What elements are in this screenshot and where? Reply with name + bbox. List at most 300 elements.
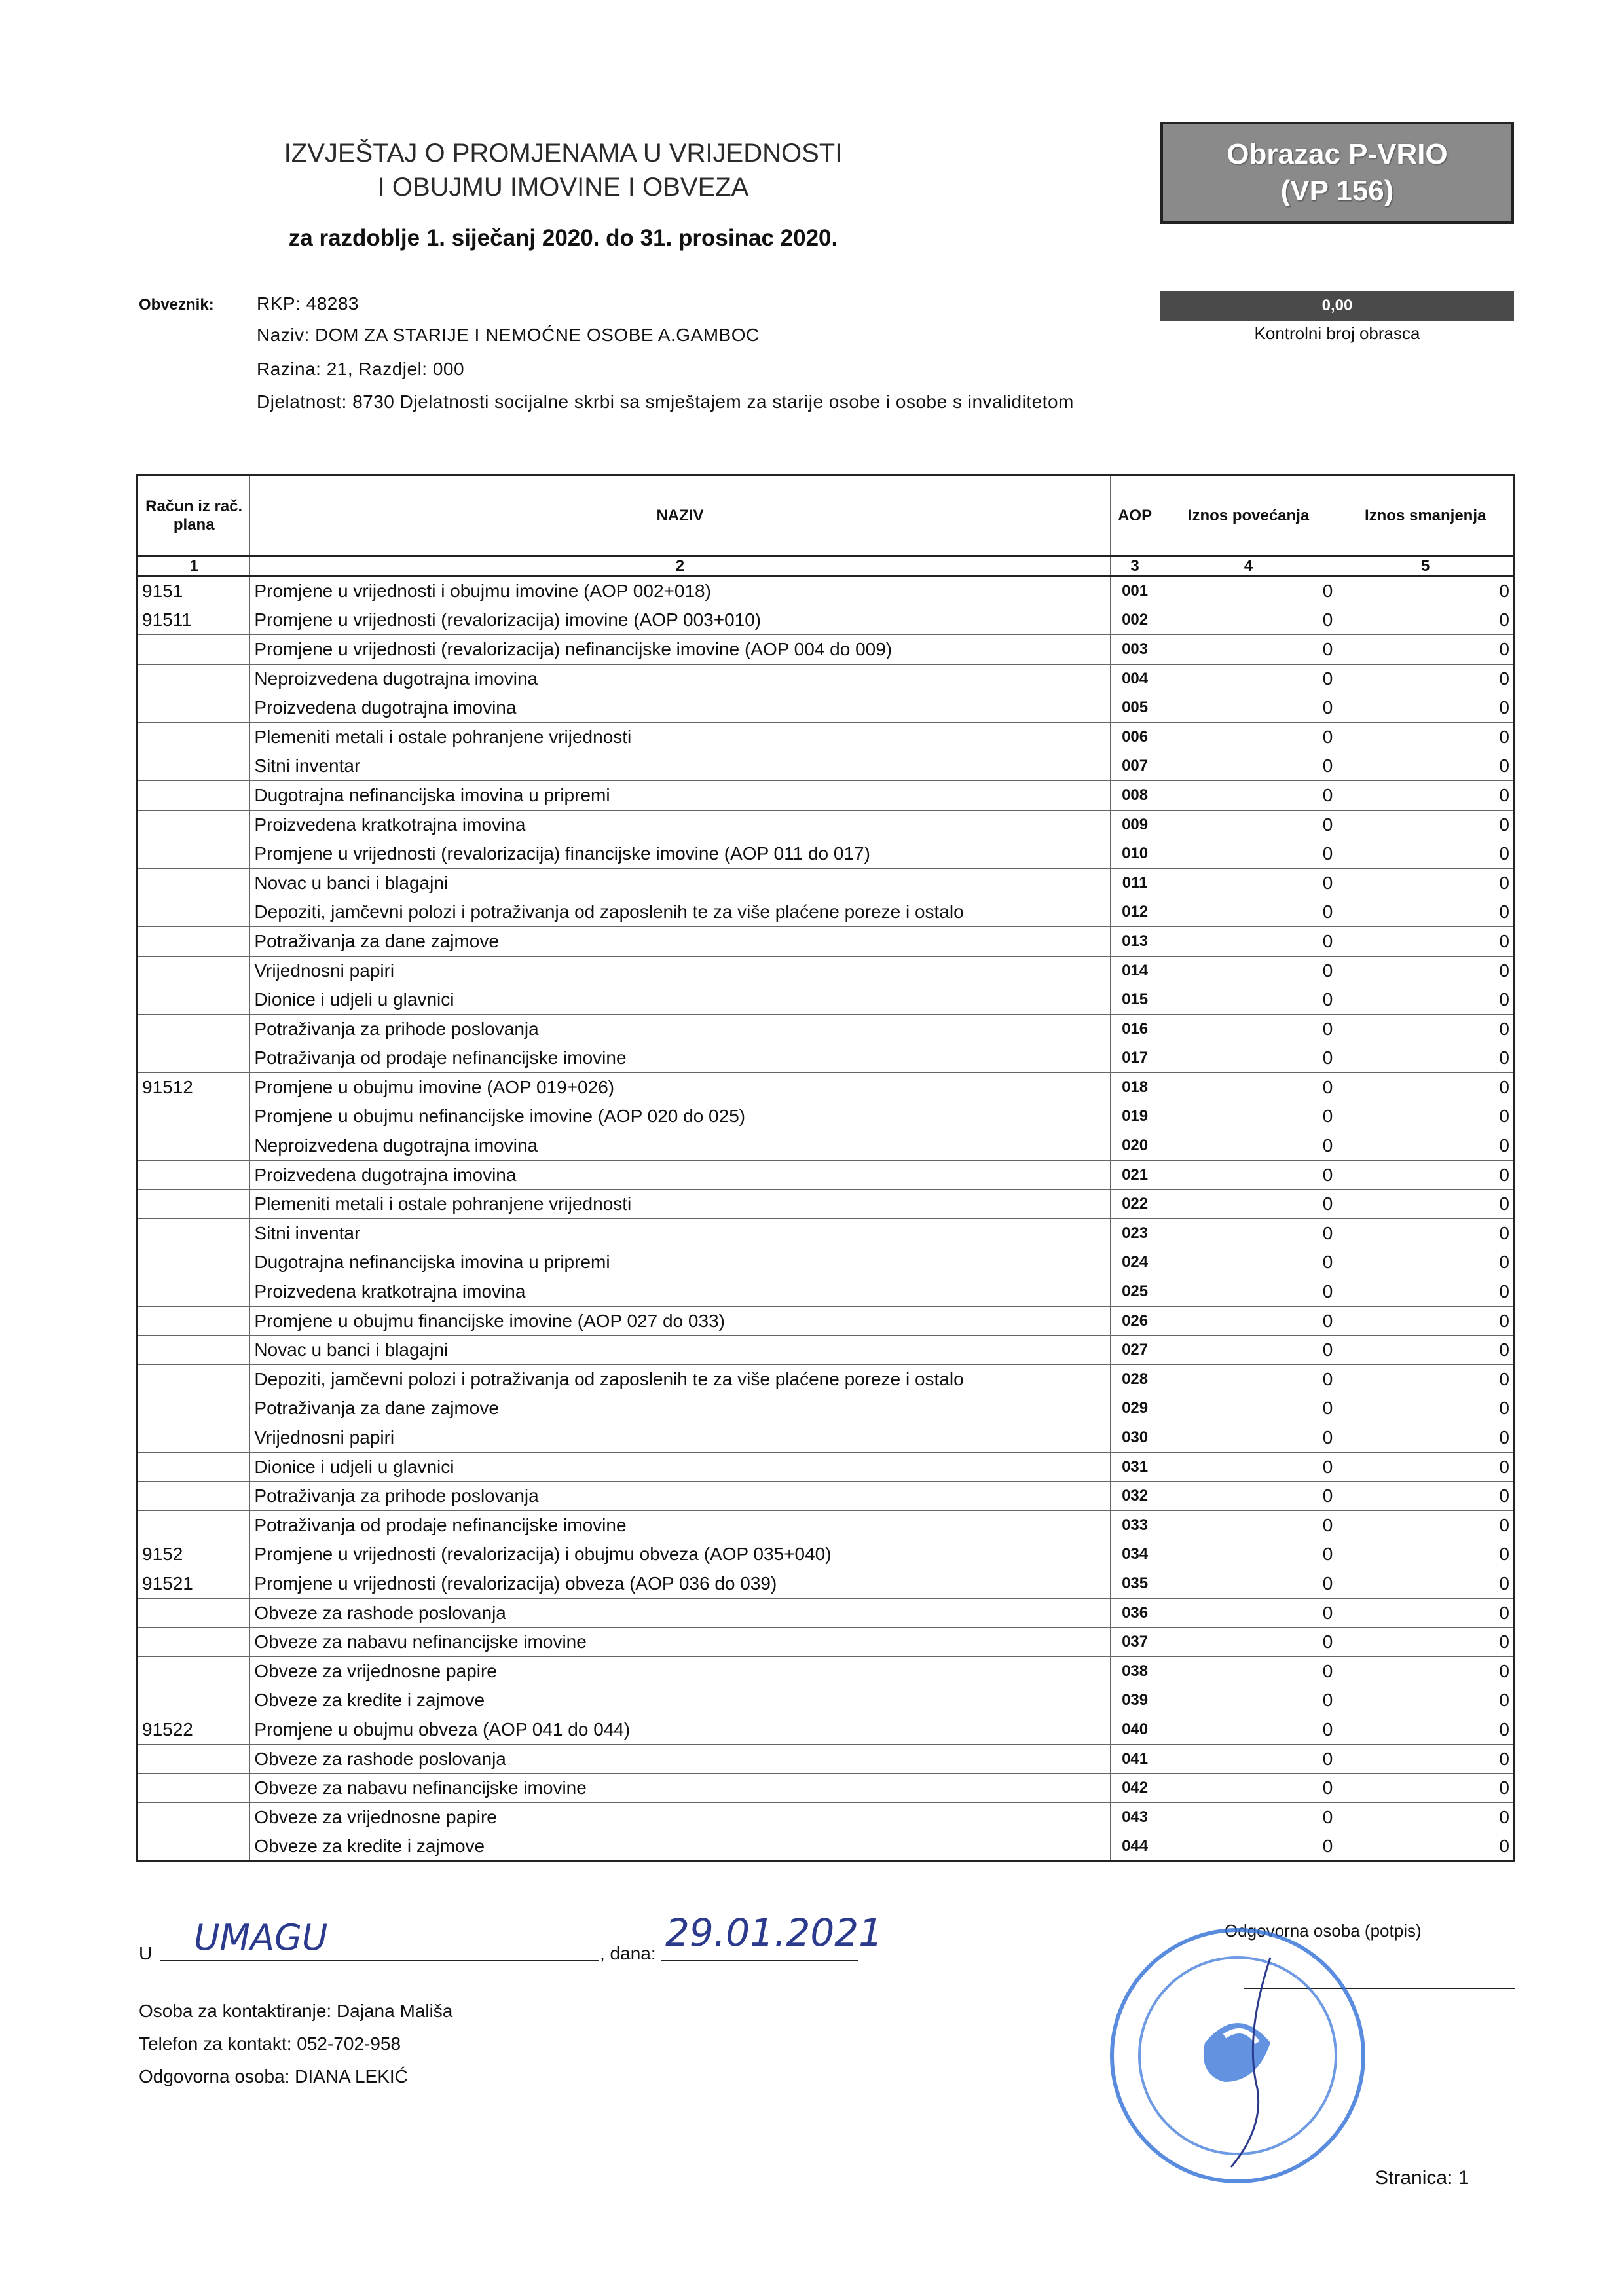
obveznik-djelatnost: Djelatnost: 8730 Djelatnosti socijalne skrbi sa smještajem za starije osobe i osobe s invaliditetom: [257, 392, 1074, 412]
row-decrease: 0: [1337, 781, 1515, 811]
row-decrease: 0: [1337, 752, 1515, 781]
row-name: Sitni inventar: [250, 1219, 1110, 1248]
header-aop: AOP: [1110, 475, 1160, 556]
row-aop: 037: [1110, 1628, 1160, 1657]
row-account: [138, 1336, 250, 1365]
row-aop: 019: [1110, 1102, 1160, 1131]
row-name: Plemeniti metali i ostale pohranjene vrijednosti: [250, 1190, 1110, 1219]
row-increase: 0: [1160, 1511, 1337, 1540]
row-aop: 025: [1110, 1277, 1160, 1307]
row-decrease: 0: [1337, 1423, 1515, 1453]
table-row: [138, 1014, 1515, 1044]
row-decrease: 0: [1337, 1248, 1515, 1277]
row-decrease: 0: [1337, 1540, 1515, 1569]
row-aop: 021: [1110, 1160, 1160, 1190]
contact-person: Osoba za kontaktiranje: Dajana Mališa: [139, 2001, 453, 2021]
row-name: Depoziti, jamčevni polozi i potraživanja od zaposlenih te za više plaćene poreze i ostalo: [250, 898, 1110, 927]
row-increase: 0: [1160, 1656, 1337, 1686]
row-name: Dionice i udjeli u glavnici: [250, 985, 1110, 1015]
row-increase: 0: [1160, 1686, 1337, 1715]
row-name: Obveze za vrijednosne papire: [250, 1656, 1110, 1686]
row-decrease: 0: [1337, 956, 1515, 985]
row-account: [138, 1102, 250, 1131]
row-decrease: 0: [1337, 1686, 1515, 1715]
table-body: [138, 577, 1515, 1861]
row-name: Novac u banci i blagajni: [250, 1336, 1110, 1365]
table-row: [138, 722, 1515, 752]
row-account: [138, 1131, 250, 1161]
row-decrease: 0: [1337, 1044, 1515, 1073]
row-decrease: 0: [1337, 1452, 1515, 1482]
row-account: [138, 722, 250, 752]
table-row: [138, 635, 1515, 665]
row-account: [138, 1628, 250, 1657]
row-aop: 043: [1110, 1802, 1160, 1832]
row-decrease: 0: [1337, 1306, 1515, 1336]
table-row: [138, 1482, 1515, 1511]
row-aop: 008: [1110, 781, 1160, 811]
row-increase: 0: [1160, 1044, 1337, 1073]
row-increase: 0: [1160, 839, 1337, 869]
row-aop: 013: [1110, 927, 1160, 957]
row-aop: 031: [1110, 1452, 1160, 1482]
table-row: [138, 1452, 1515, 1482]
row-name: Potraživanja od prodaje nefinancijske imovine: [250, 1511, 1110, 1540]
signature-label: Odgovorna osoba (potpis): [1225, 1921, 1422, 1941]
row-increase: 0: [1160, 664, 1337, 693]
row-name: Potraživanja za dane zajmove: [250, 927, 1110, 957]
row-account: [138, 1365, 250, 1394]
page-number: Stranica: 1: [1375, 2167, 1469, 2189]
row-increase: 0: [1160, 1452, 1337, 1482]
responsible-person: Odgovorna osoba: DIANA LEKIĆ: [139, 2066, 408, 2086]
row-aop: 044: [1110, 1832, 1160, 1861]
row-aop: 042: [1110, 1774, 1160, 1803]
row-aop: 024: [1110, 1248, 1160, 1277]
row-decrease: 0: [1337, 1336, 1515, 1365]
row-decrease: 0: [1337, 1102, 1515, 1131]
row-account: [138, 898, 250, 927]
table-row: [138, 1336, 1515, 1365]
row-aop: 034: [1110, 1540, 1160, 1569]
date-label: , dana:: [600, 1943, 656, 1963]
row-account: [138, 1248, 250, 1277]
row-name: Proizvedena kratkotrajna imovina: [250, 1277, 1110, 1307]
row-increase: 0: [1160, 985, 1337, 1015]
row-account: [138, 1044, 250, 1073]
row-decrease: 0: [1337, 693, 1515, 723]
table-row: [138, 1686, 1515, 1715]
row-account: [138, 1656, 250, 1686]
table-row: [138, 1832, 1515, 1861]
row-decrease: 0: [1337, 1511, 1515, 1540]
row-account: [138, 1014, 250, 1044]
row-aop: 005: [1110, 693, 1160, 723]
row-increase: 0: [1160, 1802, 1337, 1832]
table-row: [138, 956, 1515, 985]
row-aop: 004: [1110, 664, 1160, 693]
table-row: [138, 1365, 1515, 1394]
row-aop: 028: [1110, 1365, 1160, 1394]
colnum-2: 2: [250, 556, 1110, 577]
row-aop: 006: [1110, 722, 1160, 752]
row-aop: 038: [1110, 1656, 1160, 1686]
row-name: Obveze za nabavu nefinancijske imovine: [250, 1628, 1110, 1657]
row-name: Proizvedena kratkotrajna imovina: [250, 810, 1110, 839]
row-increase: 0: [1160, 1306, 1337, 1336]
row-increase: 0: [1160, 1102, 1337, 1131]
table-row: [138, 1044, 1515, 1073]
row-account: [138, 1774, 250, 1803]
row-decrease: 0: [1337, 1219, 1515, 1248]
row-account: [138, 1160, 250, 1190]
row-decrease: 0: [1337, 1628, 1515, 1657]
row-decrease: 0: [1337, 1160, 1515, 1190]
table-row: [138, 1160, 1515, 1190]
row-decrease: 0: [1337, 1774, 1515, 1803]
obveznik-razina: Razina: 21, Razdjel: 000: [257, 359, 465, 379]
row-name: Promjene u obujmu nefinancijske imovine (AOP 020 do 025): [250, 1102, 1110, 1131]
row-account: [138, 927, 250, 957]
row-account: [138, 1686, 250, 1715]
row-name: Potraživanja za prihode poslovanja: [250, 1014, 1110, 1044]
row-decrease: 0: [1337, 898, 1515, 927]
row-name: Promjene u vrijednosti (revalorizacija) obveza (AOP 036 do 039): [250, 1569, 1110, 1599]
table-row: [138, 664, 1515, 693]
row-name: Promjene u vrijednosti (revalorizacija) i obujmu obveza (AOP 035+040): [250, 1540, 1110, 1569]
row-aop: 040: [1110, 1715, 1160, 1745]
row-increase: 0: [1160, 1482, 1337, 1511]
obveznik-label: Obveznik:: [139, 296, 214, 314]
row-name: Proizvedena dugotrajna imovina: [250, 693, 1110, 723]
row-increase: 0: [1160, 1073, 1337, 1102]
row-name: Neproizvedena dugotrajna imovina: [250, 664, 1110, 693]
table-row: [138, 868, 1515, 898]
row-aop: 033: [1110, 1511, 1160, 1540]
row-aop: 015: [1110, 985, 1160, 1015]
row-account: [138, 1598, 250, 1628]
table-row: [138, 898, 1515, 927]
table-row: [138, 1394, 1515, 1423]
row-account: [138, 1219, 250, 1248]
row-aop: 032: [1110, 1482, 1160, 1511]
table-row: [138, 1802, 1515, 1832]
row-name: Vrijednosni papiri: [250, 1423, 1110, 1453]
form-badge: [1160, 122, 1514, 224]
row-decrease: 0: [1337, 1073, 1515, 1102]
row-increase: 0: [1160, 898, 1337, 927]
row-aop: 018: [1110, 1073, 1160, 1102]
table-row: [138, 606, 1515, 635]
row-aop: 020: [1110, 1131, 1160, 1161]
row-account: 91512: [138, 1073, 250, 1102]
row-account: 9151: [138, 577, 250, 606]
row-increase: 0: [1160, 810, 1337, 839]
row-decrease: 0: [1337, 1802, 1515, 1832]
row-decrease: 0: [1337, 868, 1515, 898]
table-row: [138, 1715, 1515, 1745]
row-decrease: 0: [1337, 1394, 1515, 1423]
row-decrease: 0: [1337, 1832, 1515, 1861]
row-account: 9152: [138, 1540, 250, 1569]
row-decrease: 0: [1337, 1656, 1515, 1686]
row-aop: 030: [1110, 1423, 1160, 1453]
table-row: [138, 1190, 1515, 1219]
row-increase: 0: [1160, 752, 1337, 781]
obveznik-rkp: RKP: 48283: [257, 293, 359, 314]
control-number-value: 0,00: [1160, 291, 1514, 321]
row-account: [138, 1744, 250, 1774]
row-account: [138, 1452, 250, 1482]
row-name: Obveze za rashode poslovanja: [250, 1744, 1110, 1774]
row-name: Obveze za rashode poslovanja: [250, 1598, 1110, 1628]
row-account: [138, 868, 250, 898]
row-aop: 003: [1110, 635, 1160, 665]
table-row: [138, 1598, 1515, 1628]
row-decrease: 0: [1337, 1598, 1515, 1628]
header-decrease: Iznos smanjenja: [1337, 475, 1515, 556]
row-account: [138, 1832, 250, 1861]
row-name: Potraživanja za prihode poslovanja: [250, 1482, 1110, 1511]
table-row: [138, 1774, 1515, 1803]
table-row: [138, 693, 1515, 723]
control-number-label: Kontrolni broj obrasca: [1254, 323, 1420, 343]
form-badge-line2: (VP 156): [1280, 175, 1394, 207]
place-handwritten: UMAGU: [194, 1917, 328, 1958]
row-increase: 0: [1160, 1832, 1337, 1861]
place-label: U: [139, 1943, 153, 1963]
row-name: Neproizvedena dugotrajna imovina: [250, 1131, 1110, 1161]
row-increase: 0: [1160, 1628, 1337, 1657]
table-row: [138, 1511, 1515, 1540]
row-increase: 0: [1160, 1774, 1337, 1803]
table-row: [138, 1131, 1515, 1161]
table-row: [138, 839, 1515, 869]
row-account: [138, 1190, 250, 1219]
row-aop: 029: [1110, 1394, 1160, 1423]
row-name: Obveze za kredite i zajmove: [250, 1686, 1110, 1715]
row-decrease: 0: [1337, 1277, 1515, 1307]
row-name: Obveze za kredite i zajmove: [250, 1832, 1110, 1861]
row-name: Promjene u vrijednosti (revalorizacija) imovine (AOP 003+010): [250, 606, 1110, 635]
row-decrease: 0: [1337, 1482, 1515, 1511]
colnum-1: 1: [138, 556, 250, 577]
table-row: [138, 985, 1515, 1015]
row-name: Novac u banci i blagajni: [250, 868, 1110, 898]
row-decrease: 0: [1337, 1569, 1515, 1599]
table-row: [138, 927, 1515, 957]
row-account: [138, 839, 250, 869]
institution-stamp-icon: [1100, 1918, 1375, 2193]
row-increase: 0: [1160, 1277, 1337, 1307]
table-row: [138, 810, 1515, 839]
row-aop: 039: [1110, 1686, 1160, 1715]
row-increase: 0: [1160, 868, 1337, 898]
row-aop: 001: [1110, 577, 1160, 606]
row-decrease: 0: [1337, 927, 1515, 957]
row-increase: 0: [1160, 1219, 1337, 1248]
date-handwritten: 29.01.2021: [665, 1910, 883, 1955]
row-account: [138, 1306, 250, 1336]
table-row: [138, 1073, 1515, 1102]
row-name: Promjene u obujmu financijske imovine (AOP 027 do 033): [250, 1306, 1110, 1336]
row-account: [138, 664, 250, 693]
row-account: [138, 956, 250, 985]
row-aop: 023: [1110, 1219, 1160, 1248]
row-name: Proizvedena dugotrajna imovina: [250, 1160, 1110, 1190]
colnum-3: 3: [1110, 556, 1160, 577]
row-decrease: 0: [1337, 1014, 1515, 1044]
row-increase: 0: [1160, 781, 1337, 811]
row-aop: 026: [1110, 1306, 1160, 1336]
row-increase: 0: [1160, 1744, 1337, 1774]
header-increase: Iznos povećanja: [1160, 475, 1337, 556]
row-aop: 007: [1110, 752, 1160, 781]
row-aop: 035: [1110, 1569, 1160, 1599]
row-decrease: 0: [1337, 1365, 1515, 1394]
contact-phone: Telefon za kontakt: 052-702-958: [139, 2033, 401, 2054]
row-increase: 0: [1160, 1540, 1337, 1569]
row-name: Promjene u vrijednosti i obujmu imovine (AOP 002+018): [250, 577, 1110, 606]
row-increase: 0: [1160, 1394, 1337, 1423]
row-account: [138, 752, 250, 781]
row-name: Dugotrajna nefinancijska imovina u pripremi: [250, 781, 1110, 811]
row-aop: 002: [1110, 606, 1160, 635]
row-name: Depoziti, jamčevni polozi i potraživanja od zaposlenih te za više plaćene poreze i ostalo: [250, 1365, 1110, 1394]
row-aop: 041: [1110, 1744, 1160, 1774]
row-increase: 0: [1160, 635, 1337, 665]
row-increase: 0: [1160, 577, 1337, 606]
row-account: [138, 810, 250, 839]
row-increase: 0: [1160, 693, 1337, 723]
row-name: Obveze za vrijednosne papire: [250, 1802, 1110, 1832]
row-increase: 0: [1160, 1014, 1337, 1044]
table-row: [138, 1540, 1515, 1569]
row-aop: 009: [1110, 810, 1160, 839]
row-decrease: 0: [1337, 664, 1515, 693]
row-account: [138, 1482, 250, 1511]
row-increase: 0: [1160, 1248, 1337, 1277]
form-badge-line1: Obrazac P-VRIO: [1227, 138, 1448, 170]
header-name: NAZIV: [250, 475, 1110, 556]
row-aop: 010: [1110, 839, 1160, 869]
row-name: Promjene u obujmu imovine (AOP 019+026): [250, 1073, 1110, 1102]
row-name: Dionice i udjeli u glavnici: [250, 1452, 1110, 1482]
report-title-line2: I OBUJMU IMOVINE I OBVEZA: [377, 173, 749, 202]
row-aop: 016: [1110, 1014, 1160, 1044]
table-row: [138, 577, 1515, 606]
row-increase: 0: [1160, 927, 1337, 957]
row-decrease: 0: [1337, 606, 1515, 635]
table-row: [138, 752, 1515, 781]
row-aop: 011: [1110, 868, 1160, 898]
row-decrease: 0: [1337, 1190, 1515, 1219]
obveznik-naziv: Naziv: DOM ZA STARIJE I NEMOĆNE OSOBE A.GAMBOC: [257, 325, 760, 345]
row-name: Promjene u obujmu obveza (AOP 041 do 044): [250, 1715, 1110, 1745]
row-increase: 0: [1160, 1423, 1337, 1453]
row-aop: 027: [1110, 1336, 1160, 1365]
table-row: [138, 1248, 1515, 1277]
report-title-line1: IZVJEŠTAJ O PROMJENAMA U VRIJEDNOSTI: [284, 139, 843, 168]
table-row: [138, 1277, 1515, 1307]
row-account: [138, 1394, 250, 1423]
row-decrease: 0: [1337, 722, 1515, 752]
report-table: [136, 474, 1515, 1862]
row-account: [138, 1423, 250, 1453]
row-account: [138, 1277, 250, 1307]
row-account: [138, 635, 250, 665]
row-name: Dugotrajna nefinancijska imovina u pripremi: [250, 1248, 1110, 1277]
table-row: [138, 1306, 1515, 1336]
row-increase: 0: [1160, 722, 1337, 752]
colnum-4: 4: [1160, 556, 1337, 577]
row-name: Sitni inventar: [250, 752, 1110, 781]
table-row: [138, 1219, 1515, 1248]
row-decrease: 0: [1337, 1744, 1515, 1774]
table-row: [138, 781, 1515, 811]
row-decrease: 0: [1337, 985, 1515, 1015]
row-increase: 0: [1160, 1160, 1337, 1190]
row-increase: 0: [1160, 1569, 1337, 1599]
row-decrease: 0: [1337, 839, 1515, 869]
row-aop: 014: [1110, 956, 1160, 985]
table-row: [138, 1569, 1515, 1599]
row-account: 91521: [138, 1569, 250, 1599]
row-aop: 012: [1110, 898, 1160, 927]
table-row: [138, 1656, 1515, 1686]
row-increase: 0: [1160, 1190, 1337, 1219]
row-name: Vrijednosni papiri: [250, 956, 1110, 985]
row-increase: 0: [1160, 606, 1337, 635]
colnum-5: 5: [1337, 556, 1515, 577]
table-row: [138, 1628, 1515, 1657]
row-increase: 0: [1160, 1598, 1337, 1628]
row-aop: 022: [1110, 1190, 1160, 1219]
row-name: Promjene u vrijednosti (revalorizacija) nefinancijske imovine (AOP 004 do 009): [250, 635, 1110, 665]
row-decrease: 0: [1337, 577, 1515, 606]
row-decrease: 0: [1337, 810, 1515, 839]
table-row: [138, 1423, 1515, 1453]
row-name: Potraživanja za dane zajmove: [250, 1394, 1110, 1423]
row-account: [138, 1511, 250, 1540]
row-account: [138, 1802, 250, 1832]
row-increase: 0: [1160, 1365, 1337, 1394]
table-row: [138, 1102, 1515, 1131]
row-increase: 0: [1160, 1715, 1337, 1745]
row-increase: 0: [1160, 956, 1337, 985]
row-account: 91511: [138, 606, 250, 635]
row-decrease: 0: [1337, 1715, 1515, 1745]
report-period: za razdoblje 1. siječanj 2020. do 31. prosinac 2020.: [288, 225, 838, 251]
row-name: Plemeniti metali i ostale pohranjene vrijednosti: [250, 722, 1110, 752]
row-account: [138, 693, 250, 723]
row-increase: 0: [1160, 1336, 1337, 1365]
row-increase: 0: [1160, 1131, 1337, 1161]
row-decrease: 0: [1337, 1131, 1515, 1161]
table-row: [138, 1744, 1515, 1774]
date-line: [661, 1958, 858, 1961]
row-name: Obveze za nabavu nefinancijske imovine: [250, 1774, 1110, 1803]
row-decrease: 0: [1337, 635, 1515, 665]
row-aop: 017: [1110, 1044, 1160, 1073]
row-aop: 036: [1110, 1598, 1160, 1628]
header-account: Račun iz rač. plana: [138, 475, 250, 556]
table-header-row: [138, 475, 1515, 556]
row-account: 91522: [138, 1715, 250, 1745]
column-number-row: [138, 556, 1515, 577]
row-name: Promjene u vrijednosti (revalorizacija) financijske imovine (AOP 011 do 017): [250, 839, 1110, 869]
row-account: [138, 985, 250, 1015]
